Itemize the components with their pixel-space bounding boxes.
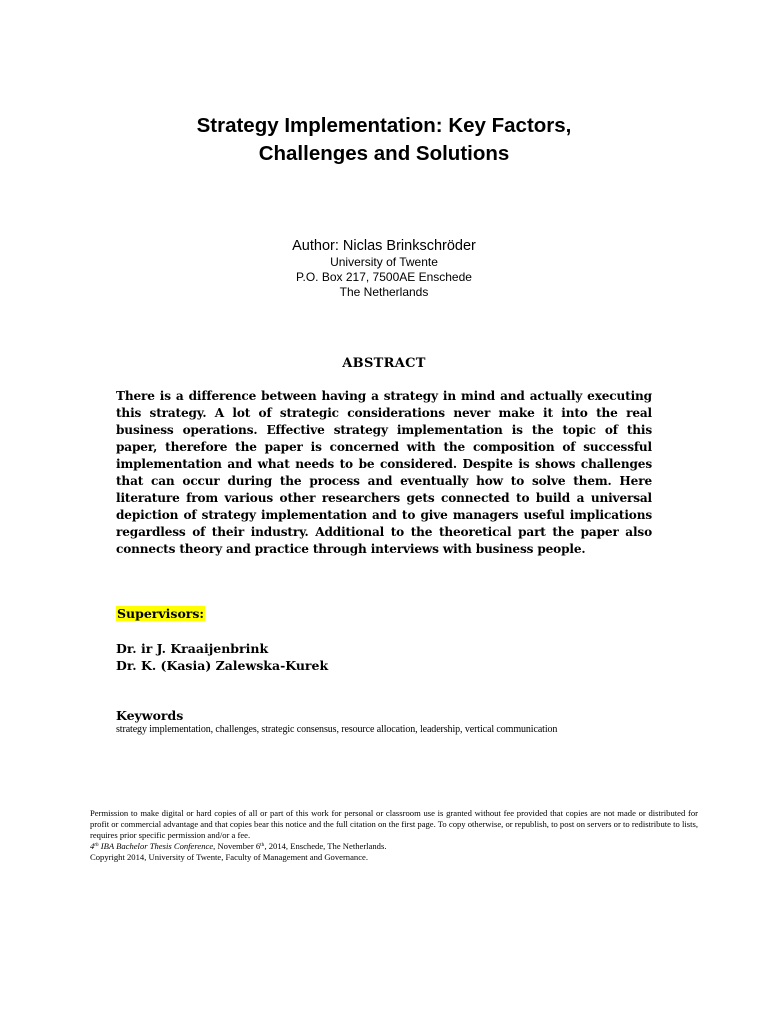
author-country: The Netherlands xyxy=(339,285,429,299)
conference-date: , November 6 xyxy=(213,841,261,851)
title-line-2: Challenges and Solutions xyxy=(258,142,510,165)
supervisor-name: Dr. K. (Kasia) Zalewska-Kurek xyxy=(116,658,329,673)
copyright-line: Copyright 2014, University of Twente, Faculty of Management and Governance. xyxy=(90,852,368,862)
author-affiliation: University of Twente xyxy=(330,255,438,269)
title-line-1: Strategy Implementation: Key Factors, xyxy=(196,114,572,137)
conference-number-suffix: th xyxy=(94,842,99,848)
conference-number: 4 xyxy=(90,841,95,851)
keywords-heading: Keywords xyxy=(116,708,184,723)
supervisors-label: Supervisors: xyxy=(117,606,205,621)
conference-date-suffix: th xyxy=(260,842,265,848)
copyright-notice xyxy=(90,808,698,863)
author-address: P.O. Box 217, 7500AE Enschede xyxy=(296,270,472,284)
author-block xyxy=(0,238,768,300)
keywords-text: strategy implementation, challenges, strategic consensus, resource allocation, leadership, vertical communication xyxy=(116,724,558,735)
conference-location: , 2014, Enschede, The Netherlands. xyxy=(264,841,387,851)
author-name: Author: Niclas Brinkschröder xyxy=(292,238,476,254)
supervisor-name: Dr. ir J. Kraaijenbrink xyxy=(116,641,269,656)
conference-name: IBA Bachelor Thesis Conference xyxy=(98,841,214,851)
conference-line xyxy=(90,841,698,852)
paper-title xyxy=(0,112,768,168)
abstract-heading: ABSTRACT xyxy=(342,356,426,371)
abstract-text: There is a difference between having a strategy in mind and actually executing this strategy. A lot of strategic considerations never make it into the real business operations. Effective strategy implementation is the topic of this paper, therefore the paper is concerned with the composition of successful implementation and what needs to be considered. Despite is shows challenges that can occur during the process and eventually how to solve them. Here literature from various other researchers gets connected to build a universal depiction of strategy implementation and to give managers useful implications regardless of their industry. Additional to the theoretical part the paper also connects theory and practice through interviews with business people. xyxy=(116,389,652,556)
permission-text: Permission to make digital or hard copies of all or part of this work for personal or classroom use is granted without fee provided that copies are not made or distributed for profit or commercial advantage and that copies bear this notice and the full citation on the first page. To copy otherwise, or republish, to post on servers or to redistribute to lists, requires prior specific permission and/or a fee. xyxy=(90,808,698,840)
supervisors-list xyxy=(116,640,328,674)
